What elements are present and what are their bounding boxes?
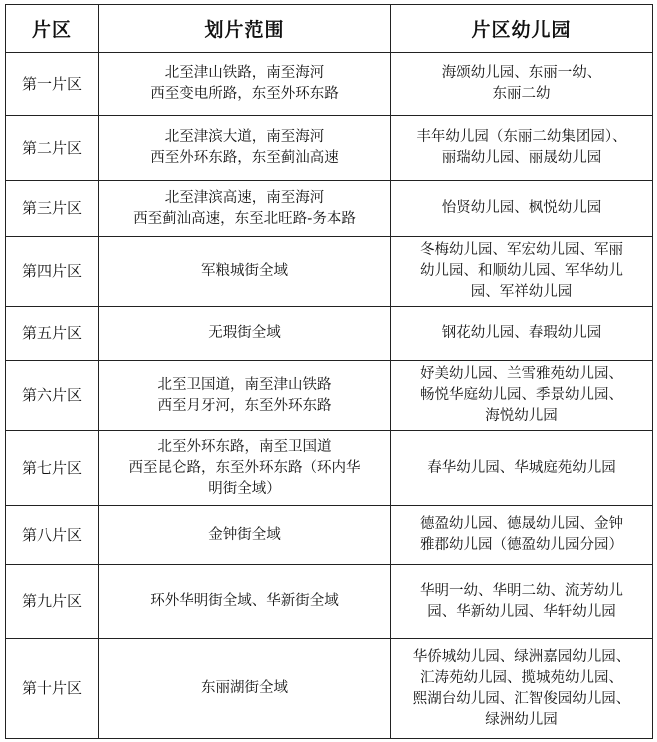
header-kindergartens: 片区幼儿园 — [391, 5, 653, 53]
district-table — [5, 4, 653, 739]
kindergartens-cell: 海颂幼儿园、东丽一幼、 东丽二幼 — [391, 53, 653, 116]
district-cell: 第八片区 — [6, 506, 99, 565]
kindergartens-cell: 冬梅幼儿园、军宏幼儿园、军丽 幼儿园、和顺幼儿园、军华幼儿 园、军祥幼儿园 — [391, 237, 653, 307]
range-cell: 金钟街全域 — [99, 506, 391, 565]
range-cell: 无瑕街全域 — [99, 307, 391, 361]
kindergartens-cell: 德盈幼儿园、德晟幼儿园、金钟 雅郡幼儿园（德盈幼儿园分园） — [391, 506, 653, 565]
district-cell: 第一片区 — [6, 53, 99, 116]
range-cell: 军粮城街全域 — [99, 237, 391, 307]
district-cell: 第三片区 — [6, 181, 99, 237]
range-cell: 北至卫国道，南至津山铁路 西至月牙河，东至外环东路 — [99, 361, 391, 431]
district-cell: 第十片区 — [6, 639, 99, 739]
district-cell: 第六片区 — [6, 361, 99, 431]
district-cell: 第七片区 — [6, 431, 99, 506]
table-row — [6, 361, 653, 431]
table-row — [6, 565, 653, 639]
range-cell: 北至外环东路，南至卫国道 西至昆仑路，东至外环东路（环内华 明街全域） — [99, 431, 391, 506]
range-cell: 东丽湖街全域 — [99, 639, 391, 739]
range-cell: 北至津山铁路，南至海河 西至变电所路，东至外环东路 — [99, 53, 391, 116]
kindergartens-cell: 怡贤幼儿园、枫悦幼儿园 — [391, 181, 653, 237]
range-cell: 北至津滨高速，南至海河 西至蓟汕高速，东至北旺路-务本路 — [99, 181, 391, 237]
range-cell: 环外华明街全域、华新街全域 — [99, 565, 391, 639]
kindergartens-cell: 华侨城幼儿园、绿洲嘉园幼儿园、 汇涛苑幼儿园、揽城苑幼儿园、 熙湖台幼儿园、汇智俊园幼儿园、 绿洲幼儿园 — [391, 639, 653, 739]
table-row — [6, 53, 653, 116]
kindergartens-cell: 钢花幼儿园、春瑕幼儿园 — [391, 307, 653, 361]
header-range: 划片范围 — [99, 5, 391, 53]
table-row — [6, 307, 653, 361]
table-row — [6, 506, 653, 565]
kindergartens-cell: 春华幼儿园、华城庭苑幼儿园 — [391, 431, 653, 506]
table-row — [6, 639, 653, 739]
table-row — [6, 181, 653, 237]
kindergartens-cell: 妤美幼儿园、兰雪雅苑幼儿园、 畅悦华庭幼儿园、季景幼儿园、 海悦幼儿园 — [391, 361, 653, 431]
district-cell: 第二片区 — [6, 116, 99, 181]
table-row — [6, 237, 653, 307]
header-district: 片区 — [6, 5, 99, 53]
table-row — [6, 431, 653, 506]
table-row — [6, 116, 653, 181]
kindergartens-cell: 丰年幼儿园（东丽二幼集团园）、 丽瑞幼儿园、丽晟幼儿园 — [391, 116, 653, 181]
district-cell: 第九片区 — [6, 565, 99, 639]
kindergartens-cell: 华明一幼、华明二幼、流芳幼儿 园、华新幼儿园、华轩幼儿园 — [391, 565, 653, 639]
district-cell: 第四片区 — [6, 237, 99, 307]
range-cell: 北至津滨大道，南至海河 西至外环东路，东至蓟汕高速 — [99, 116, 391, 181]
district-cell: 第五片区 — [6, 307, 99, 361]
header-row — [6, 5, 653, 53]
